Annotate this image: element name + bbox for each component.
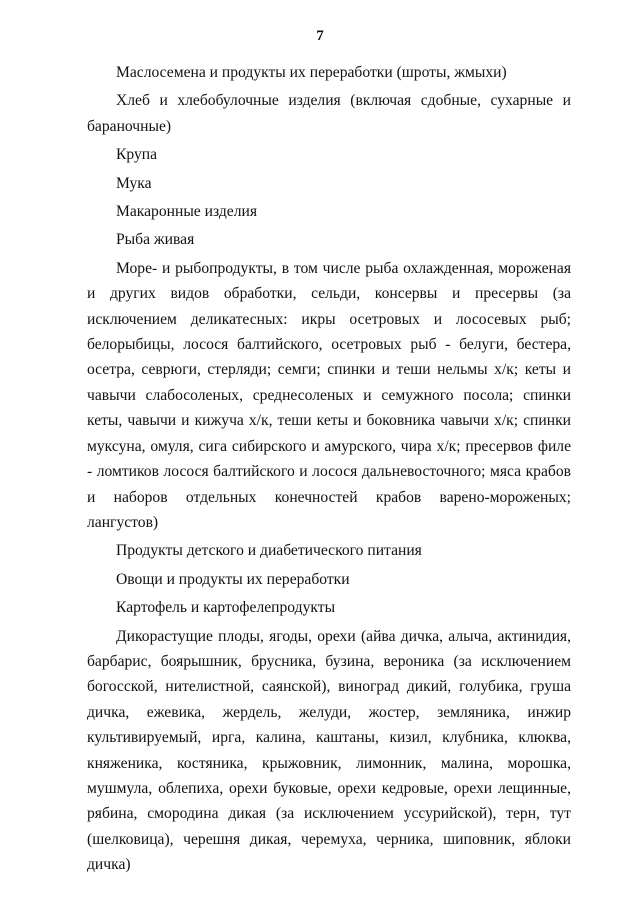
paragraph-baby-food: Продукты детского и диабетического питания bbox=[116, 542, 422, 560]
paragraph-oilseeds: Маслосемена и продукты их переработки (шроты, жмыхи) bbox=[116, 64, 507, 81]
paragraph-groats: Крупа bbox=[116, 146, 158, 164]
paragraph-live-fish: Рыба живая bbox=[116, 231, 195, 249]
paragraph-pasta: Макаронные изделия bbox=[116, 203, 258, 221]
paragraph-potatoes: Картофель и картофелепродукты bbox=[116, 599, 336, 617]
paragraph-bread: Хлеб и хлебобулочные изделия (включая сдобные, сухарные и бараночные) bbox=[87, 92, 571, 135]
paragraph-flour: Мука bbox=[116, 174, 152, 192]
paragraph-wild-fruits: Дикорастущие плоды, ягоды, орехи (айва дичка, алыча, актинидия, барбарис, боярышник, брусника, бузина, вероника (за исключением богосской, нителистной, саянской), виноград дикий, голубика, груша дичка, ежевика, жердель, желуди, жостер, земляника, инжир культивируемый, ирга, калина, каштаны, кизил, клубника, клюква, княженика, костяника, крыжовник, лимонник, малина, морошка, мушмула, облепиха, орехи буковые, орехи кедровые, орехи лещинные, рябина, смородина дикая (за исключением уссурийской), терн, тут (шелковица), черешня дикая, черемуха, черника, шиповник, яблоки дичка) bbox=[87, 627, 571, 874]
page-body bbox=[87, 60, 571, 881]
page-number: 7 bbox=[316, 28, 324, 44]
paragraph-seafood: Море- и рыбопродукты, в том числе рыба охлажденная, мороженая и других видов обработки, сельди, консервы и пресервы (за исключением деликатесных: икры осетровых и лососевых рыб; белорыбицы, лосося балтийского, осетровых рыб - белуги, бестера, осетра, севрюги, стерляди; семги; спинки и теши нельмы х/к; кеты и чавычи слабосоленых, среднесоленых и семужного посола; спинки кеты, чавычи и кижуча х/к, теши кеты и боковника чавычи х/к; спинки муксуна, омуля, сига сибирского и амурского, чира х/к; пресервов филе - ломтиков лосося балтийского и лосося дальневосточного; мяса крабов и наборов отдельных конечностей крабов варено-мороженых; лангустов) bbox=[87, 259, 571, 531]
paragraph-vegetables: Овощи и продукты их переработки bbox=[116, 570, 350, 588]
